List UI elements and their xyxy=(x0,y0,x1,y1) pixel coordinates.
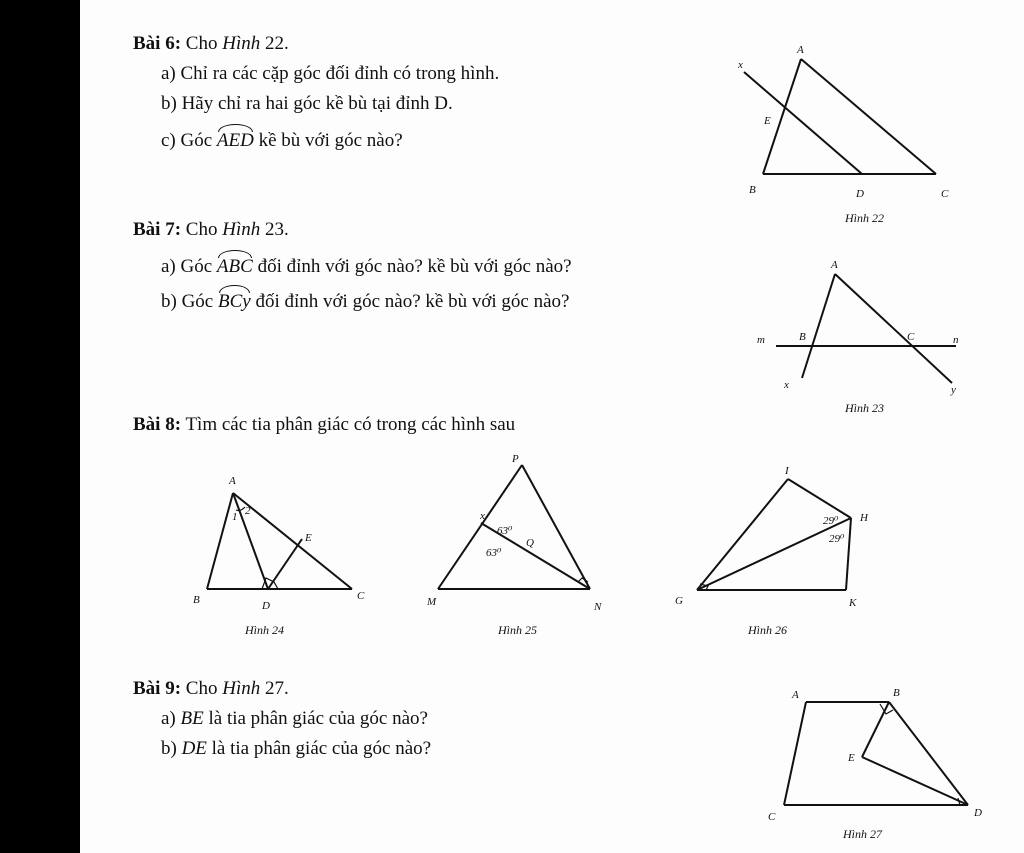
bai7-a-post: đối đỉnh với góc nào? kề bù với góc nào? xyxy=(252,256,572,277)
fig27-label-e: E xyxy=(848,752,855,764)
fig25-label-n: N xyxy=(594,601,602,613)
fig25-label-p: P xyxy=(512,453,519,465)
fig26-label-g: G xyxy=(675,595,683,607)
fig24-label-d: D xyxy=(262,600,270,612)
fig27-segment-ac xyxy=(784,702,806,805)
bai9-label: Bài 9: xyxy=(133,678,182,699)
bai9-b-ray: DE xyxy=(181,738,207,759)
fig27-label-c: C xyxy=(768,811,776,823)
fig22-caption: Hình 22 xyxy=(845,211,884,225)
fig26-label-h: H xyxy=(860,512,868,524)
fig23-label-a: A xyxy=(831,259,838,271)
bai6-title-fig: Hình xyxy=(222,33,261,54)
fig25-angle-63-top: 63⁰ xyxy=(497,525,513,537)
fig25-label-x: x xyxy=(480,510,485,522)
bai7-title-num: 23. xyxy=(260,219,289,240)
bai6-title-num: 22. xyxy=(260,33,289,54)
bai8-label: Bài 8: xyxy=(133,414,182,435)
bai6-c-pre: c) Góc xyxy=(161,130,217,151)
bai6-title-text: Cho xyxy=(181,33,223,54)
bai6-question-b: b) Hãy chỉ ra hai góc kề bù tại đỉnh D. xyxy=(161,93,453,114)
fig26-label-i: I xyxy=(785,465,789,477)
fig24-label-2: 2 xyxy=(245,505,251,517)
fig24-label-c: C xyxy=(357,590,365,602)
bai7-title-fig: Hình xyxy=(222,219,261,240)
fig22-label-d: D xyxy=(856,188,864,200)
fig22-label-x: x xyxy=(738,59,743,71)
fig22-label-a: A xyxy=(797,44,804,56)
fig23-label-c: C xyxy=(907,331,915,343)
fig23-label-b: B xyxy=(799,331,806,343)
fig25-label-q: Q xyxy=(526,537,534,549)
bai7-b-post: đối đỉnh với góc nào? kề bù với góc nào? xyxy=(250,291,570,312)
bai7-a-pre: a) Góc xyxy=(161,256,217,277)
bai9-a-ray: BE xyxy=(180,708,204,729)
fig26-caption: Hình 26 xyxy=(748,623,787,637)
fig27-segment-bd xyxy=(889,702,968,805)
fig24-caption: Hình 24 xyxy=(245,623,284,637)
fig26-label-k: K xyxy=(849,597,857,609)
bai9-b-post: là tia phân giác của góc nào? xyxy=(206,738,432,759)
bai9-a-pre: a) xyxy=(161,708,181,729)
angle-aed: AED xyxy=(216,130,254,151)
fig24-label-e: E xyxy=(305,532,312,544)
fig27-label-d: D xyxy=(974,807,982,819)
fig27-label-a: A xyxy=(792,689,799,701)
angle-bcy: BCy xyxy=(217,291,251,312)
fig25-label-m: M xyxy=(427,596,437,608)
fig24-label-1: 1 xyxy=(232,511,238,523)
fig27-segment-be xyxy=(862,702,889,757)
fig22-label-c: C xyxy=(941,188,949,200)
fig23-label-n: n xyxy=(953,334,959,346)
fig22-label-e: E xyxy=(764,115,771,127)
bai9-title-num: 27. xyxy=(260,678,289,699)
fig23-caption: Hình 23 xyxy=(845,401,884,415)
fig27-label-b: B xyxy=(893,687,900,699)
bai6-c-post: kề bù với góc nào? xyxy=(253,130,403,151)
bai9-title-fig: Hình xyxy=(222,678,261,699)
fig25-angle-63-bottom: 63⁰ xyxy=(486,547,502,559)
bai7-label: Bài 7: xyxy=(133,219,182,240)
fig23-label-m: m xyxy=(757,334,765,346)
fig23-label-y: y xyxy=(951,384,956,396)
bai6-label: Bài 6: xyxy=(133,33,182,54)
bai9-a-post: là tia phân giác của góc nào? xyxy=(203,708,428,729)
fig27-caption: Hình 27 xyxy=(843,827,882,841)
bai9-b-pre: b) xyxy=(161,738,182,759)
fig26-angle-29-bottom: 29⁰ xyxy=(829,533,845,545)
bai7-b-pre: b) Góc xyxy=(161,291,218,312)
fig24-label-a: A xyxy=(229,475,236,487)
bai9-title-text: Cho xyxy=(181,678,223,699)
fig22-label-b: B xyxy=(749,184,756,196)
bai7-title-text: Cho xyxy=(181,219,223,240)
bai8-title-text: Tìm các tia phân giác có trong các hình sau xyxy=(181,414,516,435)
fig27-segment-ed xyxy=(862,757,968,805)
fig23-label-x: x xyxy=(784,379,789,391)
angle-abc: ABC xyxy=(216,256,253,277)
fig25-caption: Hình 25 xyxy=(498,623,537,637)
fig24-label-b: B xyxy=(193,594,200,606)
fig26-angle-29-top: 29⁰ xyxy=(823,515,839,527)
bai6-question-a: a) Chỉ ra các cặp góc đối đỉnh có trong hình. xyxy=(161,63,500,84)
